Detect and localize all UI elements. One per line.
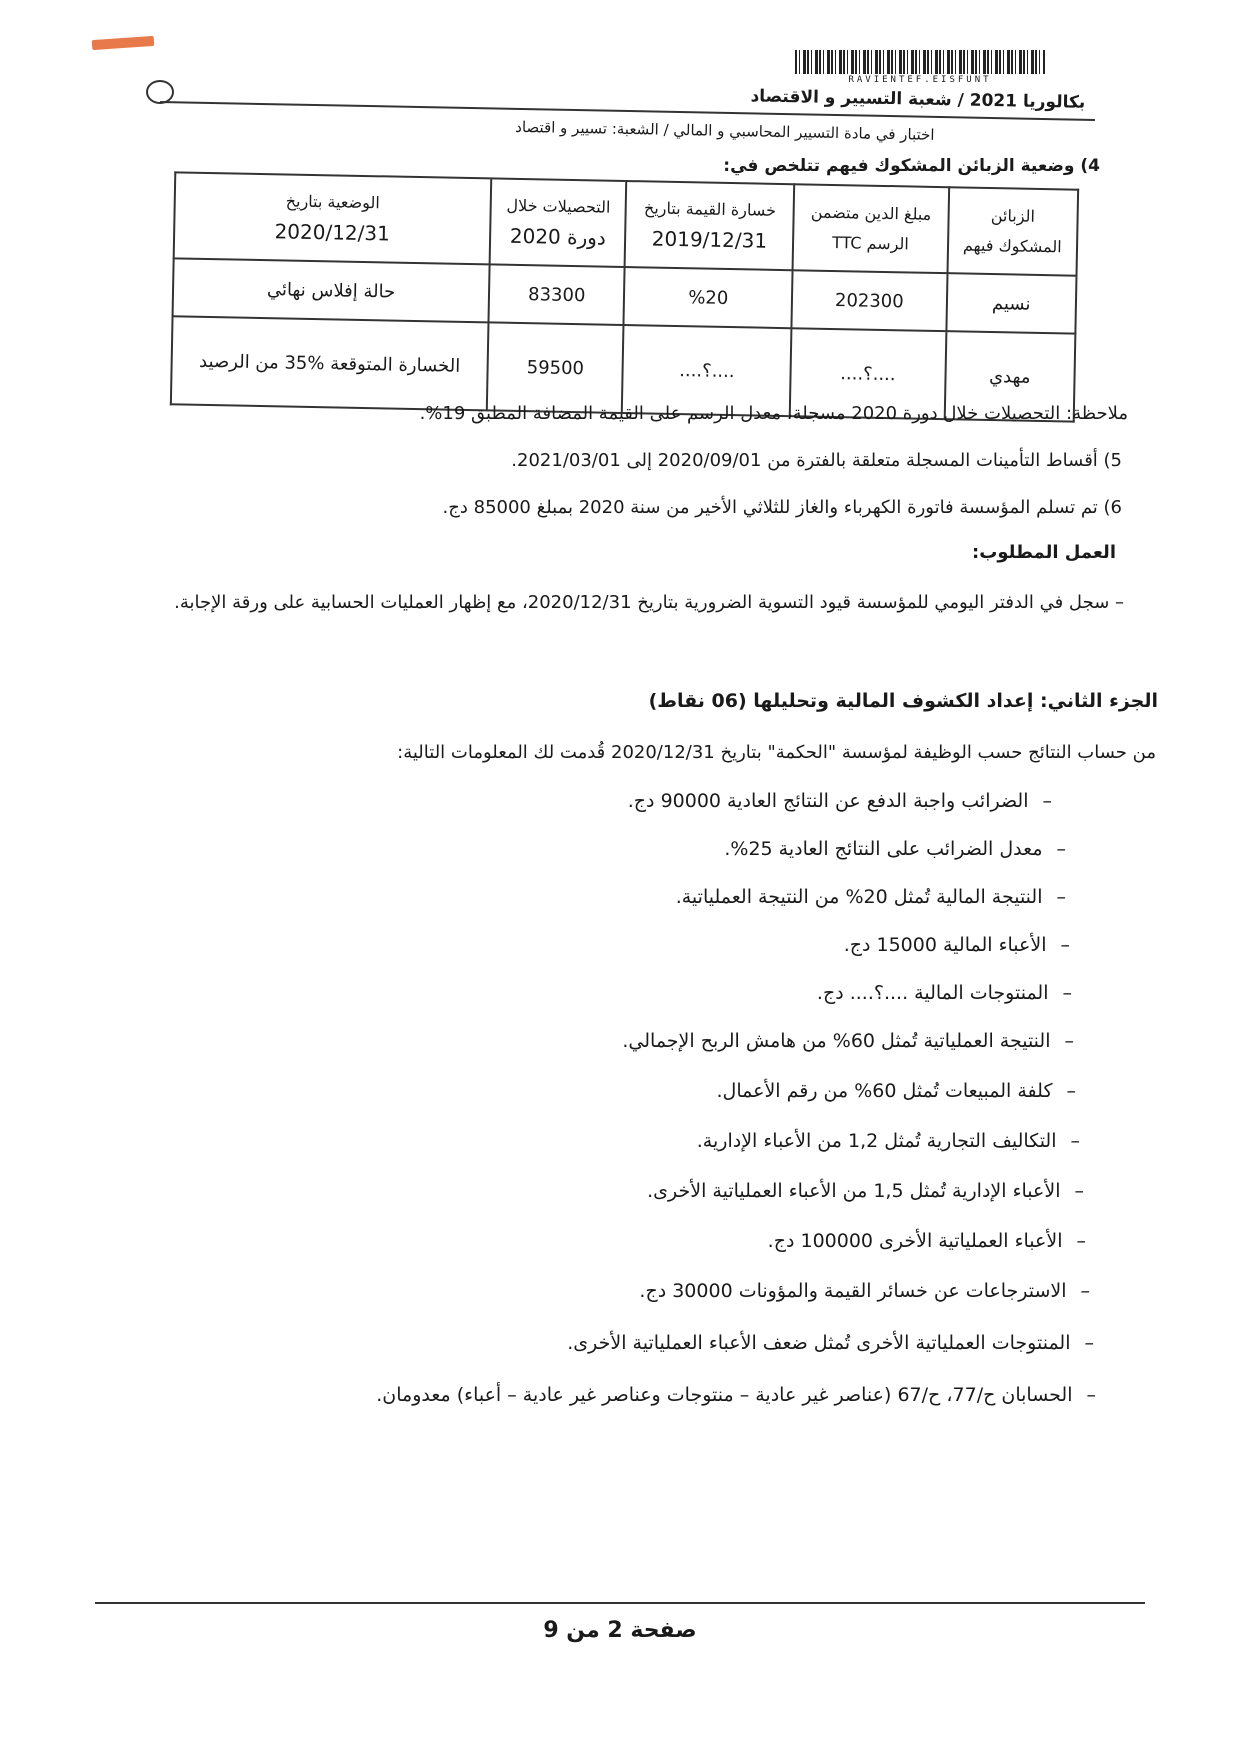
list-item-text: المنتوجات المالية ....؟.... دج. <box>816 982 1049 1004</box>
table-cell: ....؟.... <box>790 328 946 419</box>
header-line: التحصيلات خلال <box>506 195 611 217</box>
header-line: المشكوك فيهم <box>962 235 1062 257</box>
list-item-text: الضرائب واجبة الدفع عن النتائج العادية 90000 دج. <box>627 790 1029 812</box>
list-item: –التكاليف التجارية تُمثل 1,2 من الأعباء الإدارية. <box>696 1130 1080 1152</box>
doubtful-clients-table <box>170 171 1079 422</box>
header-line: 2020/12/31 <box>274 219 391 246</box>
table-header-cell <box>174 172 492 264</box>
list-item-text: الأعباء العملياتية الأخرى 100000 دج. <box>767 1230 1063 1252</box>
list-item-text: النتيجة المالية تُمثل 20% من النتيجة العملياتية. <box>675 886 1043 908</box>
required-work-title: العمل المطلوب: <box>972 542 1116 563</box>
list-item: –الحسابان ح/77، ح/67 (عناصر غير عادية – منتوجات وعناصر غير عادية – أعباء) معدومان. <box>376 1384 1096 1406</box>
table-cell: ....؟.... <box>622 325 791 416</box>
list-item-text: التكاليف التجارية تُمثل 1,2 من الأعباء الإدارية. <box>696 1130 1057 1152</box>
list-item: –الأعباء المالية 15000 دج. <box>843 934 1070 956</box>
header-line: 2019/12/31 <box>651 226 768 253</box>
barcode-text: RAVIENTEF.EISFUNT <box>848 75 992 85</box>
header-line: الرسم TTC <box>831 232 910 254</box>
list-item: –الأعباء العملياتية الأخرى 100000 دج. <box>767 1230 1086 1252</box>
table-cell: حالة إفلاس نهائي <box>173 258 490 322</box>
part-two-title: الجزء الثاني: إعداد الكشوف المالية وتحليلها (06 نقاط) <box>648 690 1158 712</box>
vat-note: ملاحظة: التحصيلات خلال دورة 2020 مسجلة، معدل الرسم على القيمة المضافة المطبق 19%. <box>419 403 1128 424</box>
footer-divider <box>95 1602 1145 1604</box>
table-header-cell <box>625 181 794 270</box>
list-item-text: الأعباء الإدارية تُمثل 1,5 من الأعباء العملياتية الأخرى. <box>647 1180 1061 1202</box>
insurance-item: 5) أقساط التأمينات المسجلة متعلقة بالفترة من 2020/09/01 إلى 2021/03/01. <box>511 450 1122 471</box>
page-number: صفحة 2 من 9 <box>543 1618 697 1643</box>
header-line: الوضعية بتاريخ <box>285 191 380 213</box>
barcode-bars <box>795 50 1045 74</box>
list-item: –كلفة المبيعات تُمثل 60% من رقم الأعمال. <box>716 1080 1076 1102</box>
list-item: –المنتوجات العملياتية الأخرى تُمثل ضعف الأعباء العملياتية الأخرى. <box>567 1332 1094 1354</box>
header-subtitle: اختبار في مادة التسيير المحاسبي و المالي / الشعبة: تسيير و اقتصاد <box>515 117 935 144</box>
table-cell: 202300 <box>792 270 947 331</box>
list-item: –الاسترجاعات عن خسائر القيمة والمؤونات 30000 دج. <box>639 1280 1090 1302</box>
table-header-cell <box>793 184 949 273</box>
list-item-text: معدل الضرائب على النتائج العادية 25%. <box>724 838 1043 860</box>
table-cell: 83300 <box>489 264 626 325</box>
list-item-text: الحسابان ح/77، ح/67 (عناصر غير عادية – منتوجات وعناصر غير عادية – أعباء) معدومان. <box>376 1384 1073 1406</box>
list-item-text: الأعباء المالية 15000 دج. <box>843 934 1047 956</box>
table-header-cell <box>947 187 1078 275</box>
table-cell: مهدي <box>944 331 1075 421</box>
header-line: مبلغ الدين متضمن <box>810 202 932 224</box>
list-item: –معدل الضرائب على النتائج العادية 25%. <box>724 838 1066 860</box>
table-cell: الخسارة المتوقعة %35 من الرصيد <box>171 316 489 410</box>
list-item: –المنتوجات المالية ....؟.... دج. <box>816 982 1072 1004</box>
list-item-text: كلفة المبيعات تُمثل 60% من رقم الأعمال. <box>716 1080 1053 1102</box>
table-cell: نسيم <box>946 273 1077 333</box>
list-item: –النتيجة المالية تُمثل 20% من النتيجة العملياتية. <box>675 886 1066 908</box>
orange-corner-mark <box>92 36 155 50</box>
table-cell: 59500 <box>487 322 624 413</box>
list-item: –النتيجة العملياتية تُمثل 60% من هامش الربح الإجمالي. <box>622 1030 1074 1052</box>
header-line: دورة 2020 <box>509 223 607 250</box>
list-item-text: النتيجة العملياتية تُمثل 60% من هامش الربح الإجمالي. <box>622 1030 1051 1052</box>
table-cell: %20 <box>624 267 793 328</box>
header-line: الزبائن <box>990 206 1036 226</box>
electricity-item: 6) تم تسلم المؤسسة فاتورة الكهرباء والغاز للثلاثي الأخير من سنة 2020 بمبلغ 85000 دج. <box>442 497 1122 518</box>
list-item-text: المنتوجات العملياتية الأخرى تُمثل ضعف الأعباء العملياتية الأخرى. <box>567 1332 1071 1354</box>
table-caption: 4) وضعية الزبائن المشكوك فيهم تتلخص في: <box>723 156 1100 176</box>
header-line: خسارة القيمة بتاريخ <box>643 198 777 220</box>
required-work-body: – سجل في الدفتر اليومي للمؤسسة قيود التسوية الضرورية بتاريخ 2020/12/31، مع إظهار العمليات الحسابية على ورقة الإجابة. <box>174 592 1124 613</box>
list-item: –الضرائب واجبة الدفع عن النتائج العادية 90000 دج. <box>627 790 1052 812</box>
table-header-cell <box>490 178 627 267</box>
header-title: بكالوريا 2021 / شعبة التسيير و الاقتصاد <box>160 67 1096 121</box>
list-item-text: الاسترجاعات عن خسائر القيمة والمؤونات 30000 دج. <box>639 1280 1067 1302</box>
part-two-intro: من حساب النتائج حسب الوظيفة لمؤسسة "الحكمة" بتاريخ 2020/12/31 قُدمت لك المعلومات التالية: <box>397 742 1156 763</box>
list-item: –الأعباء الإدارية تُمثل 1,5 من الأعباء العملياتية الأخرى. <box>647 1180 1084 1202</box>
